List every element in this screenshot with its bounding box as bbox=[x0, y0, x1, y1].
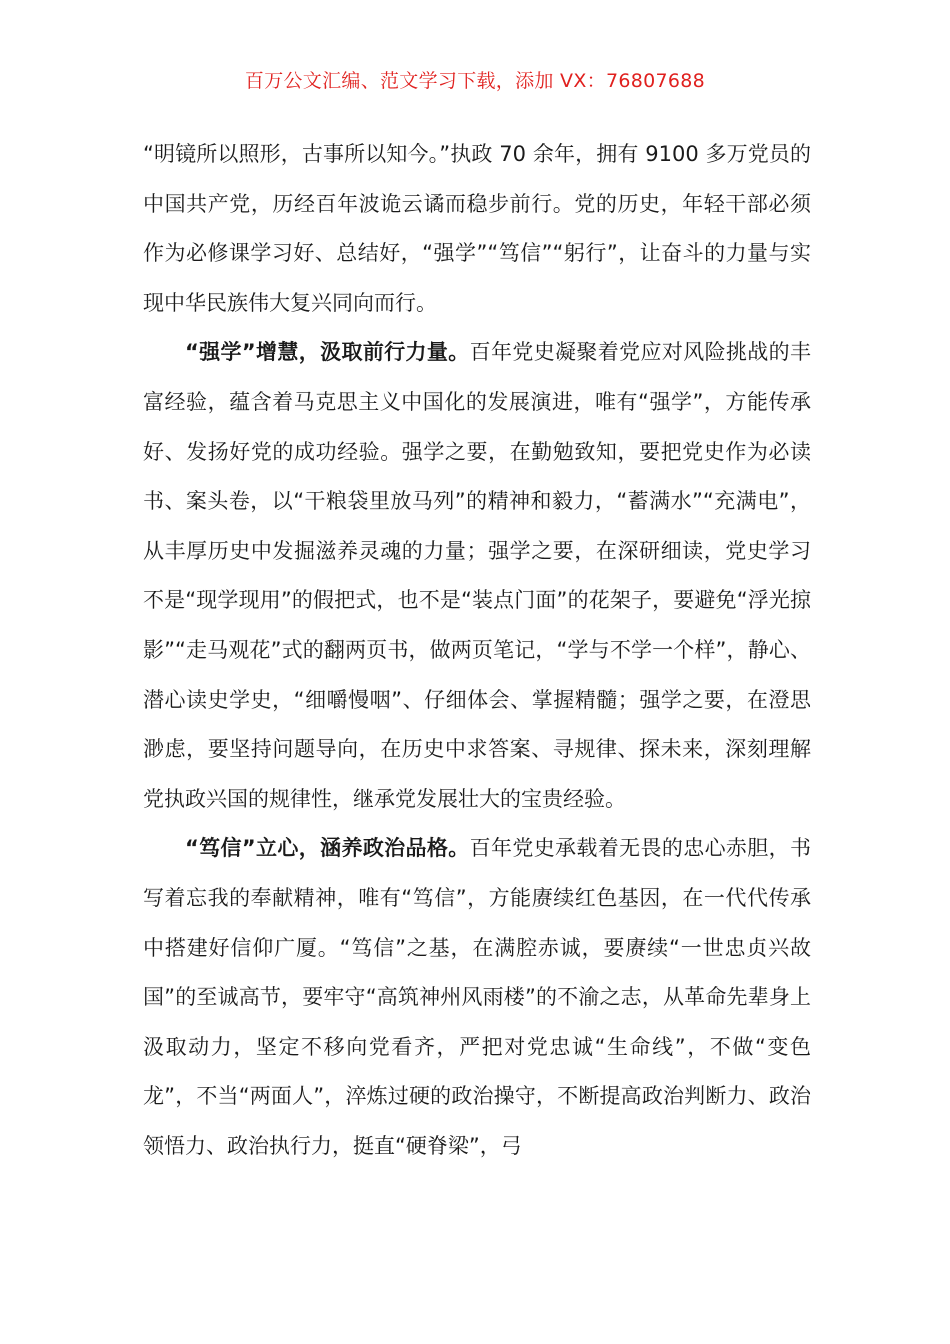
page-header-watermark: 百万公文汇编、范文学习下载，添加 VX：76807688 bbox=[244, 70, 706, 92]
paragraph-intro bbox=[143, 130, 811, 328]
paragraph-strong-study bbox=[143, 328, 811, 824]
paragraph-text: 百年党史承载着无畏的忠心赤胆，书写着忘我的奉献精神，唯有“笃信”，方能赓续红色基因，在一代代传承中搭建好信仰广厦。“笃信”之基，在满腔赤诚，要赓续“一世忠贞兴故国”的至诚高节，要牢守“高筑神州风雨楼”的不渝之志，从革命先辈身上汲取动力，坚定不移向党看齐，严把对党忠诚“生命线”，不做“变色龙”，不当“两面人”，淬炼过硬的政治操守，不断提高政治判断力、政治领悟力、政治执行力，挺直“硬脊梁”，弓 bbox=[143, 836, 811, 1158]
paragraph-text: 百年党史凝聚着党应对风险挑战的丰富经验，蕴含着马克思主义中国化的发展演进，唯有“强学”，方能传承好、发扬好党的成功经验。强学之要，在勤勉致知，要把党史作为必读书、案头卷，以“干粮袋里放马列”的精神和毅力，“蓄满水”“充满电”，从丰厚历史中发掘滋养灵魂的力量；强学之要，在深研细读，党史学习不是“现学现用”的假把式，也不是“装点门面”的花架子，要避免“浮光掠影”“走马观花”式的翻两页书，做两页笔记，“学与不学一个样”，静心、潜心读史学史，“细嚼慢咽”、仔细体会、掌握精髓；强学之要，在澄思渺虑，要坚持问题导向，在历史中求答案、寻规律、探未来，深刻理解党执政兴国的规律性，继承党发展壮大的宝贵经验。 bbox=[143, 340, 811, 811]
paragraph-text: “明镜所以照形，古事所以知今。”执政 70 余年，拥有 9100 多万党员的中国共产党，历经百年波诡云谲而稳步前行。党的历史，年轻干部必须作为必修课学习好、总结好，“强学”“笃信”“躬行”，让奋斗的力量与实现中华民族伟大复兴同向而行。 bbox=[143, 142, 811, 315]
paragraph-firm-belief bbox=[143, 824, 811, 1171]
paragraph-lead-heading: “强学”增慧，汲取前行力量。 bbox=[185, 340, 470, 365]
article-body bbox=[143, 130, 811, 1171]
paragraph-lead-heading: “笃信”立心，涵养政治品格。 bbox=[185, 836, 470, 861]
